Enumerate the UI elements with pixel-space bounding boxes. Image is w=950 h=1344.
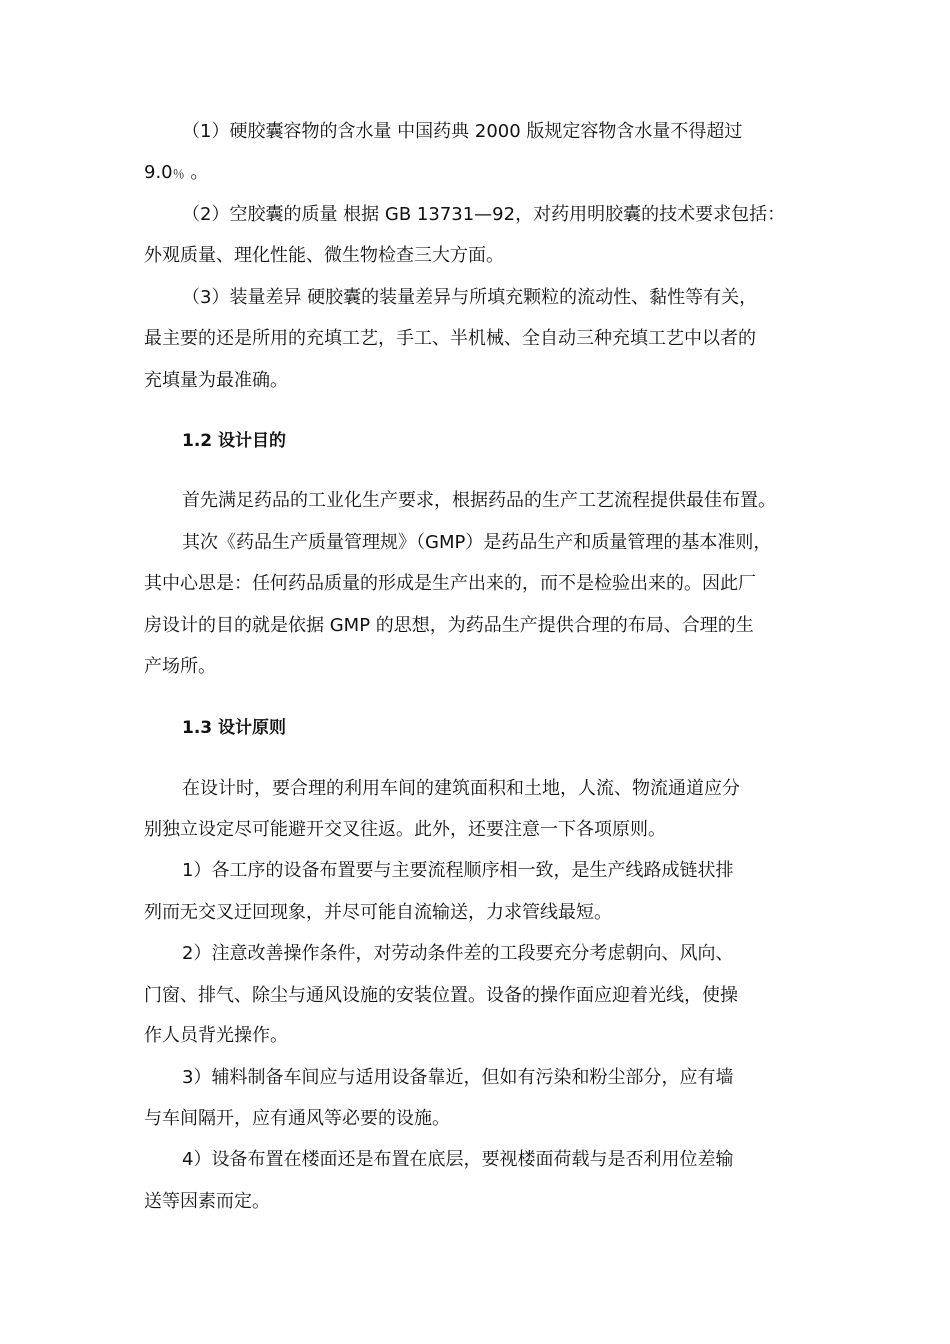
heading-design-purpose: 1.2 设计目的 bbox=[182, 431, 287, 451]
principle-1-line1: 1）各工序的设备布置要与主要流程顺序相一致，是生产线路成链状排 bbox=[182, 860, 734, 881]
principle-3-line2: 与车间隔开，应有通风等必要的设施。 bbox=[144, 1108, 450, 1129]
paragraph-gmp-line4: 产场所。 bbox=[144, 656, 216, 677]
paragraph-capsule-moisture-line1: （1）硬胶囊容物的含水量 中国药典 2000 版规定容物含水量不得超过 bbox=[182, 121, 743, 142]
paragraph-empty-capsule-line2: 外观质量、理化性能、微生物检查三大方面。 bbox=[144, 245, 504, 266]
paragraph-fill-variance-line1: （3）装量差异 硬胶囊的装量差异与所填充颗粒的流动性、黏性等有关， bbox=[182, 287, 758, 308]
percent-unit: ％ bbox=[172, 167, 185, 181]
paragraph-fill-variance-line2: 最主要的还是所用的充填工艺，手工、半机械、全自动三种充填工艺中以者的 bbox=[144, 328, 756, 349]
moisture-value: 9.0 bbox=[144, 162, 173, 183]
paragraph-purpose-line1: 首先满足药品的工业化生产要求，根据药品的生产工艺流程提供最佳布置。 bbox=[182, 490, 776, 511]
principle-2-line2: 门窗、排气、除尘与通风设施的安装位置。设备的操作面应迎着光线，使操 bbox=[144, 985, 738, 1006]
paragraph-gmp-line2: 其中心思是：任何药品质量的形成是生产出来的，而不是检验出来的。因此厂 bbox=[144, 573, 756, 594]
principle-4-line1: 4）设备布置在楼面还是布置在底层，要视楼面荷载与是否利用位差输 bbox=[182, 1149, 734, 1170]
paragraph-gmp-line3: 房设计的目的就是依据 GMP 的思想，为药品生产提供合理的布局、合理的生 bbox=[144, 615, 754, 636]
paragraph-principles-intro-line2: 别独立设定尽可能避开交叉往返。此外，还要注意一下各项原则。 bbox=[144, 819, 666, 840]
paragraph-capsule-moisture-line2 bbox=[144, 160, 208, 187]
paragraph-principles-intro-line1: 在设计时，要合理的利用车间的建筑面积和土地，人流、物流通道应分 bbox=[182, 778, 740, 799]
principle-2-line1: 2）注意改善操作条件，对劳动条件差的工段要充分考虑朝向、风向、 bbox=[182, 943, 734, 964]
paragraph-gmp-line1: 其次《药品生产质量管理规》（GMP）是药品生产和质量管理的基本准则， bbox=[182, 532, 772, 553]
heading-design-principles: 1.3 设计原则 bbox=[182, 718, 287, 738]
paragraph-empty-capsule-line1: （2）空胶囊的质量 根据 GB 13731—92，对药用明胶囊的技术要求包括： bbox=[182, 204, 786, 225]
principle-4-line2: 送等因素而定。 bbox=[144, 1191, 270, 1212]
principle-1-line2: 列而无交叉迂回现象，并尽可能自流输送，力求管线最短。 bbox=[144, 902, 612, 923]
sentence-end: 。 bbox=[184, 162, 209, 183]
paragraph-fill-variance-line3: 充填量为最准确。 bbox=[144, 370, 288, 391]
principle-3-line1: 3）辅料制备车间应与适用设备靠近，但如有污染和粉尘部分，应有墙 bbox=[182, 1067, 734, 1088]
principle-2-line3: 作人员背光操作。 bbox=[144, 1025, 288, 1046]
